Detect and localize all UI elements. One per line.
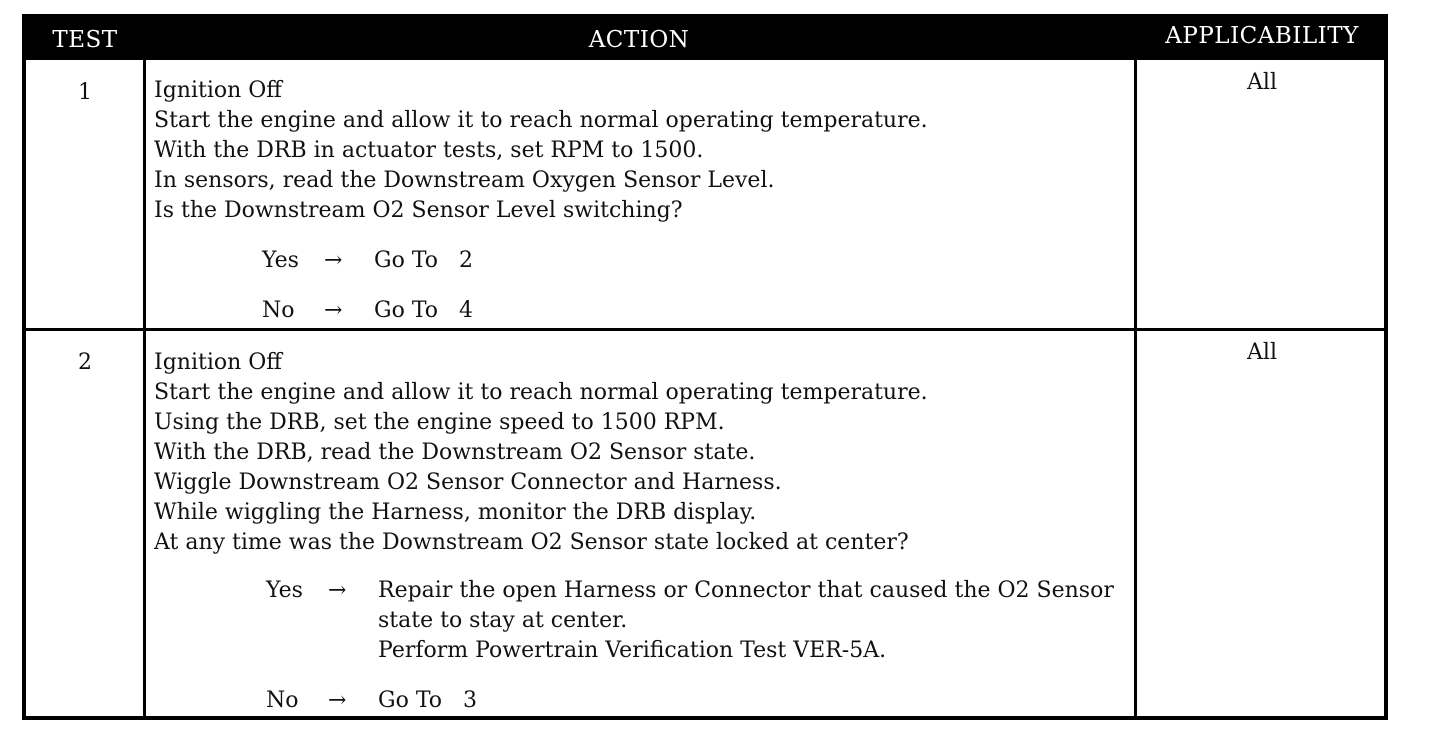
result-line: Go To 3: [378, 688, 477, 713]
no-result: [378, 686, 477, 716]
result-line: state to stay at center.: [378, 608, 628, 633]
no-result: [374, 296, 473, 326]
row-1-test-number: 1: [78, 80, 92, 105]
step: Ignition Off: [154, 78, 282, 103]
step: At any time was the Downstream O2 Sensor state locked at center?: [154, 530, 909, 555]
diagnostic-test-table: [22, 14, 1388, 720]
header-test: TEST: [52, 27, 118, 53]
header-applicability: APPLICABILITY: [1165, 23, 1359, 49]
arrow-icon: →: [328, 578, 347, 603]
arrow-icon: →: [328, 688, 347, 713]
yes-result: [378, 576, 1114, 666]
yes-label: Yes: [262, 248, 299, 273]
yes-result: [374, 246, 473, 276]
row-2-test-number: 2: [78, 350, 92, 375]
row-1-applicability: All: [1247, 70, 1277, 95]
yes-label: Yes: [266, 578, 303, 603]
column-divider: [143, 60, 146, 720]
row-1-steps: [154, 76, 1134, 226]
step: While wiggling the Harness, monitor the DRB display.: [154, 500, 757, 525]
result-line: Repair the open Harness or Connector that caused the O2 Sensor: [378, 578, 1114, 603]
row-divider: [26, 328, 1384, 331]
header-action: ACTION: [588, 27, 690, 53]
step: Ignition Off: [154, 350, 282, 375]
table-header: [26, 18, 1384, 60]
step: With the DRB in actuator tests, set RPM to 1500.: [154, 138, 704, 163]
row-2-applicability: All: [1247, 340, 1277, 365]
column-divider: [1134, 60, 1137, 720]
arrow-icon: →: [324, 248, 343, 273]
step: Is the Downstream O2 Sensor Level switching?: [154, 198, 683, 223]
result-line: Perform Powertrain Verification Test VER-5A.: [378, 638, 887, 663]
step: Start the engine and allow it to reach normal operating temperature.: [154, 108, 928, 133]
no-label: No: [262, 298, 295, 323]
step: Using the DRB, set the engine speed to 1500 RPM.: [154, 410, 725, 435]
step: In sensors, read the Downstream Oxygen Sensor Level.: [154, 168, 775, 193]
result-line: Go To 4: [374, 298, 473, 323]
step: Wiggle Downstream O2 Sensor Connector and Harness.: [154, 470, 782, 495]
arrow-icon: →: [324, 298, 343, 323]
row-2-steps: [154, 348, 1134, 558]
no-label: No: [266, 688, 299, 713]
step: Start the engine and allow it to reach normal operating temperature.: [154, 380, 928, 405]
step: With the DRB, read the Downstream O2 Sensor state.: [154, 440, 756, 465]
result-line: Go To 2: [374, 248, 473, 273]
